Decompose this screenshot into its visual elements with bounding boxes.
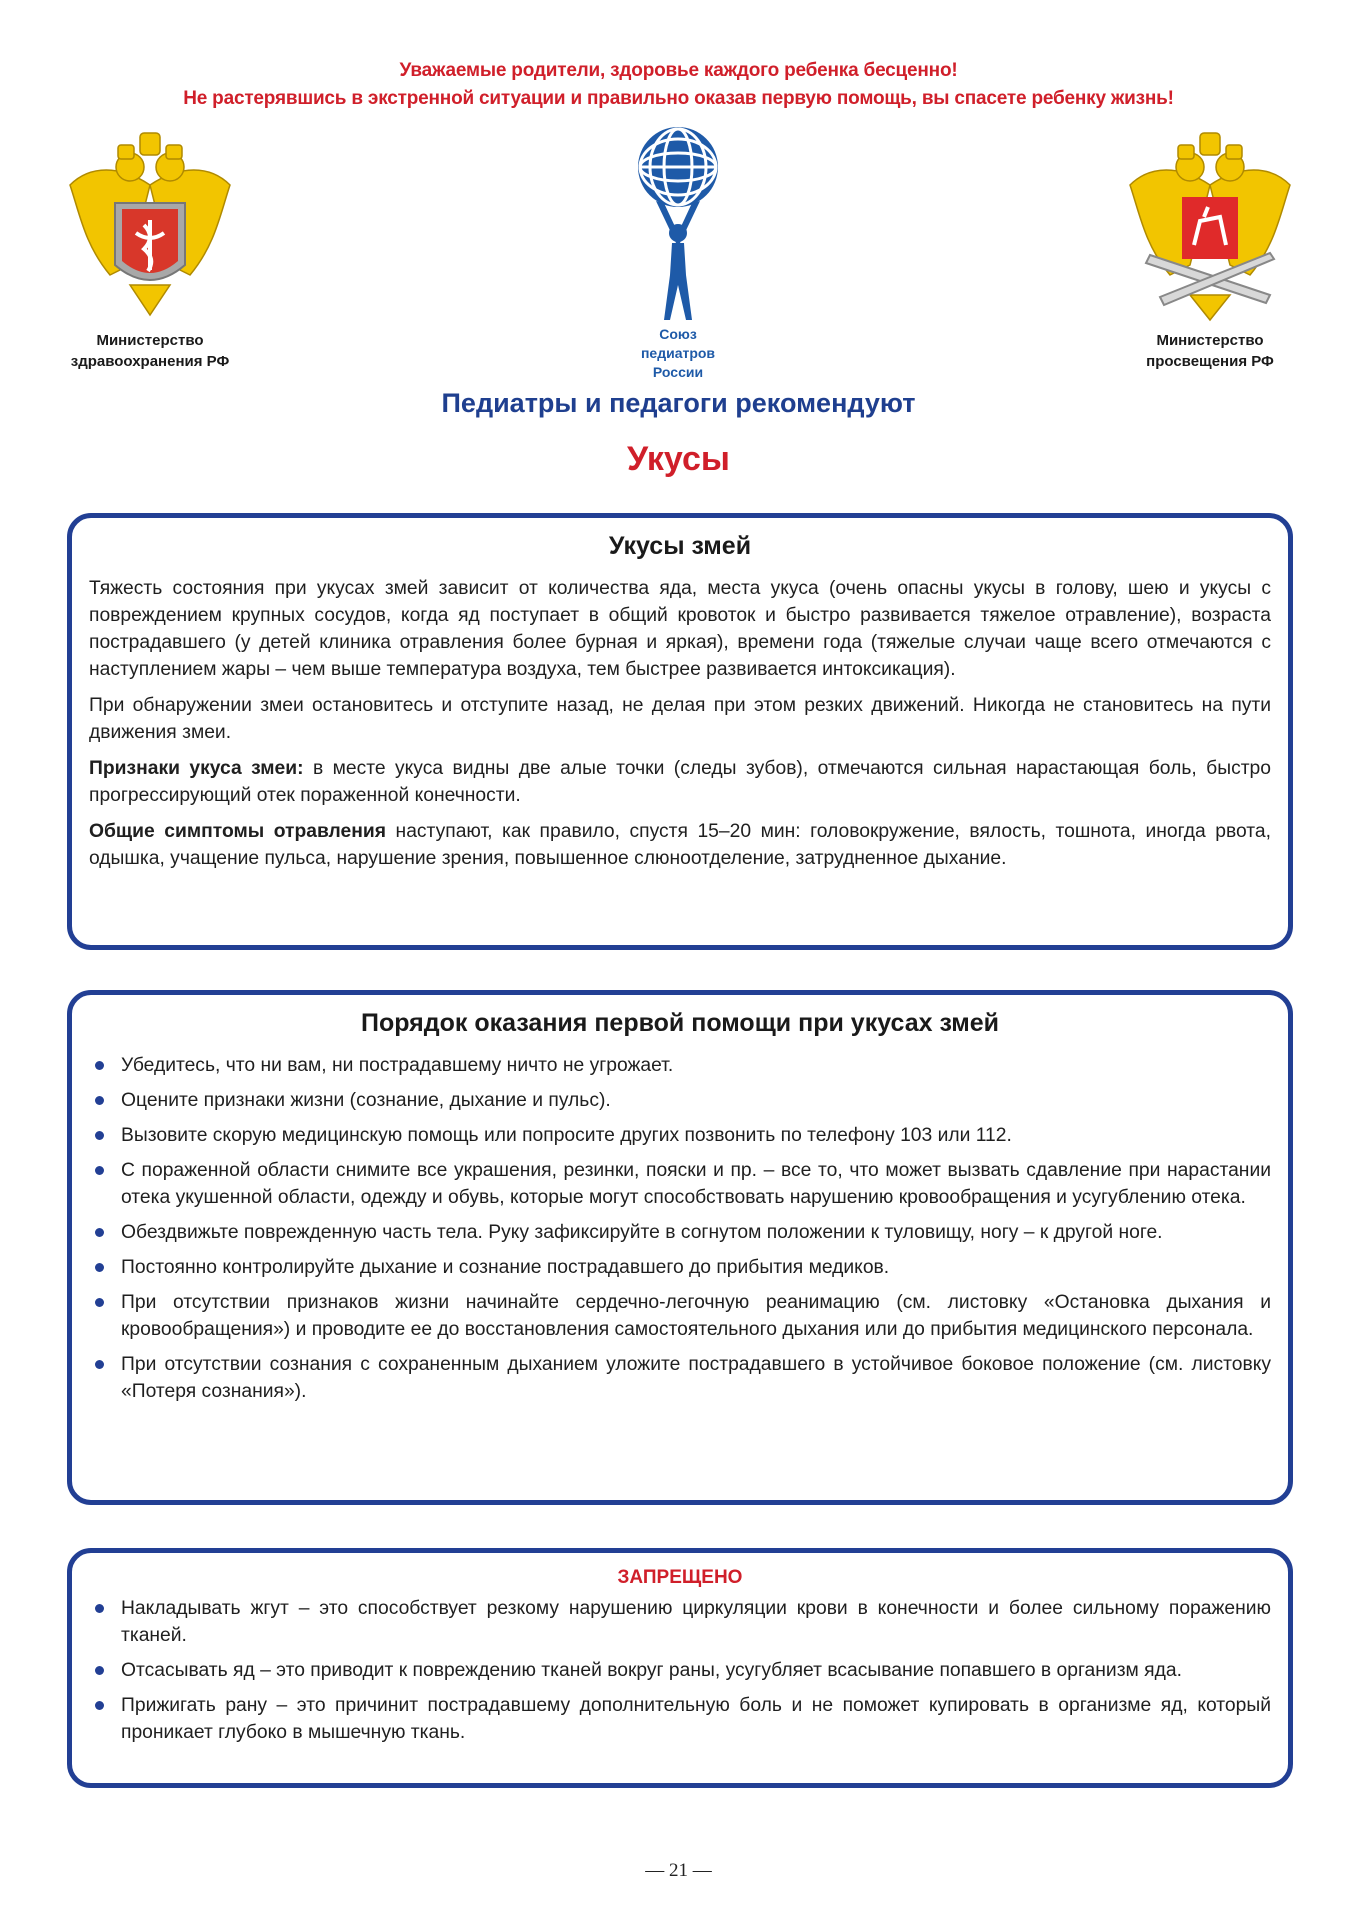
first-aid-title: Порядок оказания первой помощи при укусах змей — [360, 1009, 1000, 1037]
education-ministry-logo — [1110, 125, 1310, 372]
list-item — [89, 1219, 1271, 1246]
logo-right-caption-1: Министерство — [1156, 332, 1264, 349]
list-item-text: С пораженной области снимите все украшения, резинки, пояски и пр. – все то, что может вызвать сдавление при нарастании отека укушенной области, одежду и обувь, которые могут способствовать нарушению кровообращения и усугублению отека. — [121, 1160, 1271, 1208]
bullet-icon — [95, 1701, 104, 1710]
logo-center-caption-2: педиатров — [640, 345, 716, 361]
globe-person-logo-icon — [628, 125, 728, 320]
page-title: Укусы — [627, 440, 730, 478]
symptoms-label: Общие симптомы отравления — [89, 821, 387, 842]
list-item — [89, 1087, 1271, 1114]
header-message-line2: Не растерявшись в экстренной ситуации и правильно оказав первую помощь, вы спасете ребенку жизнь! — [183, 88, 1174, 109]
list-item — [89, 1122, 1271, 1149]
encounter-paragraph: При обнаружении змеи остановитесь и отступите назад, не делая при этом резких движений. Никогда не становитесь на пути движения змеи. — [89, 695, 1271, 743]
bullet-icon — [95, 1666, 104, 1675]
page-number: — 21 — — [645, 1860, 712, 1881]
forbidden-list — [89, 1595, 1271, 1746]
forbidden-title: ЗАПРЕЩЕНО — [617, 1567, 743, 1588]
health-ministry-logo — [50, 125, 250, 372]
list-item — [89, 1157, 1271, 1211]
list-item — [89, 1595, 1271, 1649]
list-item — [89, 1351, 1271, 1405]
list-item — [89, 1692, 1271, 1746]
logo-center-caption-3: России — [652, 364, 704, 380]
list-item-text: Прижигать рану – это причинит пострадавшему дополнительную боль и не поможет купировать в организме яд, который проникает глубоко в мышечную ткань. — [121, 1695, 1271, 1743]
list-item-text: Отсасывать яд – это приводит к повреждению тканей вокруг раны, усугубляет всасывание попавшего в организм яда. — [121, 1660, 1182, 1681]
bullet-icon — [95, 1228, 104, 1237]
list-item — [89, 1052, 1271, 1079]
list-item-text: Обездвижьте поврежденную часть тела. Руку зафиксируйте в согнутом положении к туловищу, ногу – к другой ноге. — [121, 1222, 1163, 1243]
list-item-text: При отсутствии признаков жизни начинайте сердечно-легочную реанимацию (см. листовку «Остановка дыхания и кровообращения») и проводите ее до восстановления самостоятельного дыхания или до прибытия медицинского персонала. — [121, 1292, 1271, 1340]
bite-signs-paragraph — [89, 755, 1271, 809]
list-item-text: Оцените признаки жизни (сознание, дыхание и пульс). — [121, 1090, 611, 1111]
bullet-icon — [95, 1263, 104, 1272]
bite-signs-label: Признаки укуса змеи: — [89, 758, 304, 779]
list-item-text: Накладывать жгут – это способствует резкому нарушению циркуляции крови в конечности и более сильному поражению тканей. — [121, 1598, 1271, 1646]
symptoms-paragraph — [89, 818, 1271, 872]
bullet-icon — [95, 1096, 104, 1105]
coat-of-arms-education-ministry-icon — [1120, 125, 1300, 325]
page-subtitle: Педиатры и педагоги рекомендуют — [441, 388, 916, 418]
first-aid-list — [89, 1052, 1271, 1405]
symptoms-text: наступают, как правило, спустя 15–20 мин: головокружение, вялость, тошнота, иногда рвота, одышка, учащение пульса, нарушение зрения, повышенное слюноотделение, затрудненное дыхание. — [89, 821, 1271, 869]
header-message-line1: Уважаемые родители, здоровье каждого ребенка бесценно! — [399, 60, 958, 81]
bite-signs-text: в месте укуса видны две алые точки (следы зубов), отмечаются сильная нарастающая боль, быстро прогрессирующий отек пораженной конечности. — [89, 758, 1271, 806]
bullet-icon — [95, 1298, 104, 1307]
pediatricians-union-logo — [618, 125, 738, 382]
bullet-icon — [95, 1131, 104, 1140]
list-item-text: Постоянно контролируйте дыхание и сознание пострадавшего до прибытия медиков. — [121, 1257, 890, 1278]
list-item-text: Вызовите скорую медицинскую помощь или попросите других позвонить по телефону 103 или 112. — [121, 1125, 1012, 1146]
severity-paragraph: Тяжесть состояния при укусах змей зависит от количества яда, места укуса (очень опасны укусы в голову, шею и укусы с повреждением крупных сосудов, когда яд поступает в общий кровоток и быстро развивается тяжелое отравление), возраста пострадавшего (у детей клиника отравления более бурная и яркая), времени года (тяжелые случаи чаще всего отмечаются с наступлением жары – чем выше температура воздуха, тем быстрее развивается интоксикация). — [89, 578, 1271, 680]
first-aid-box — [67, 990, 1293, 1505]
bullet-icon — [95, 1604, 104, 1613]
snake-bites-info-box — [67, 513, 1293, 950]
logo-right-caption-2: просвещения РФ — [1146, 353, 1274, 370]
list-item — [89, 1254, 1271, 1281]
coat-of-arms-health-ministry-icon — [60, 125, 240, 325]
snake-bites-title: Укусы змей — [608, 532, 752, 560]
list-item-text: При отсутствии сознания с сохраненным дыханием уложите пострадавшего в устойчивое боковое положение (см. листовку «Потеря сознания»). — [121, 1354, 1271, 1402]
logo-left-caption-1: Министерство — [96, 332, 204, 349]
logo-center-caption-1: Союз — [659, 326, 697, 342]
list-item — [89, 1289, 1271, 1343]
bullet-icon — [95, 1061, 104, 1070]
bullet-icon — [95, 1166, 104, 1175]
logo-left-caption-2: здравоохранения РФ — [70, 353, 230, 370]
list-item-text: Убедитесь, что ни вам, ни пострадавшему ничто не угрожает. — [121, 1055, 674, 1076]
list-item — [89, 1657, 1271, 1684]
forbidden-actions-box — [67, 1548, 1293, 1788]
bullet-icon — [95, 1360, 104, 1369]
